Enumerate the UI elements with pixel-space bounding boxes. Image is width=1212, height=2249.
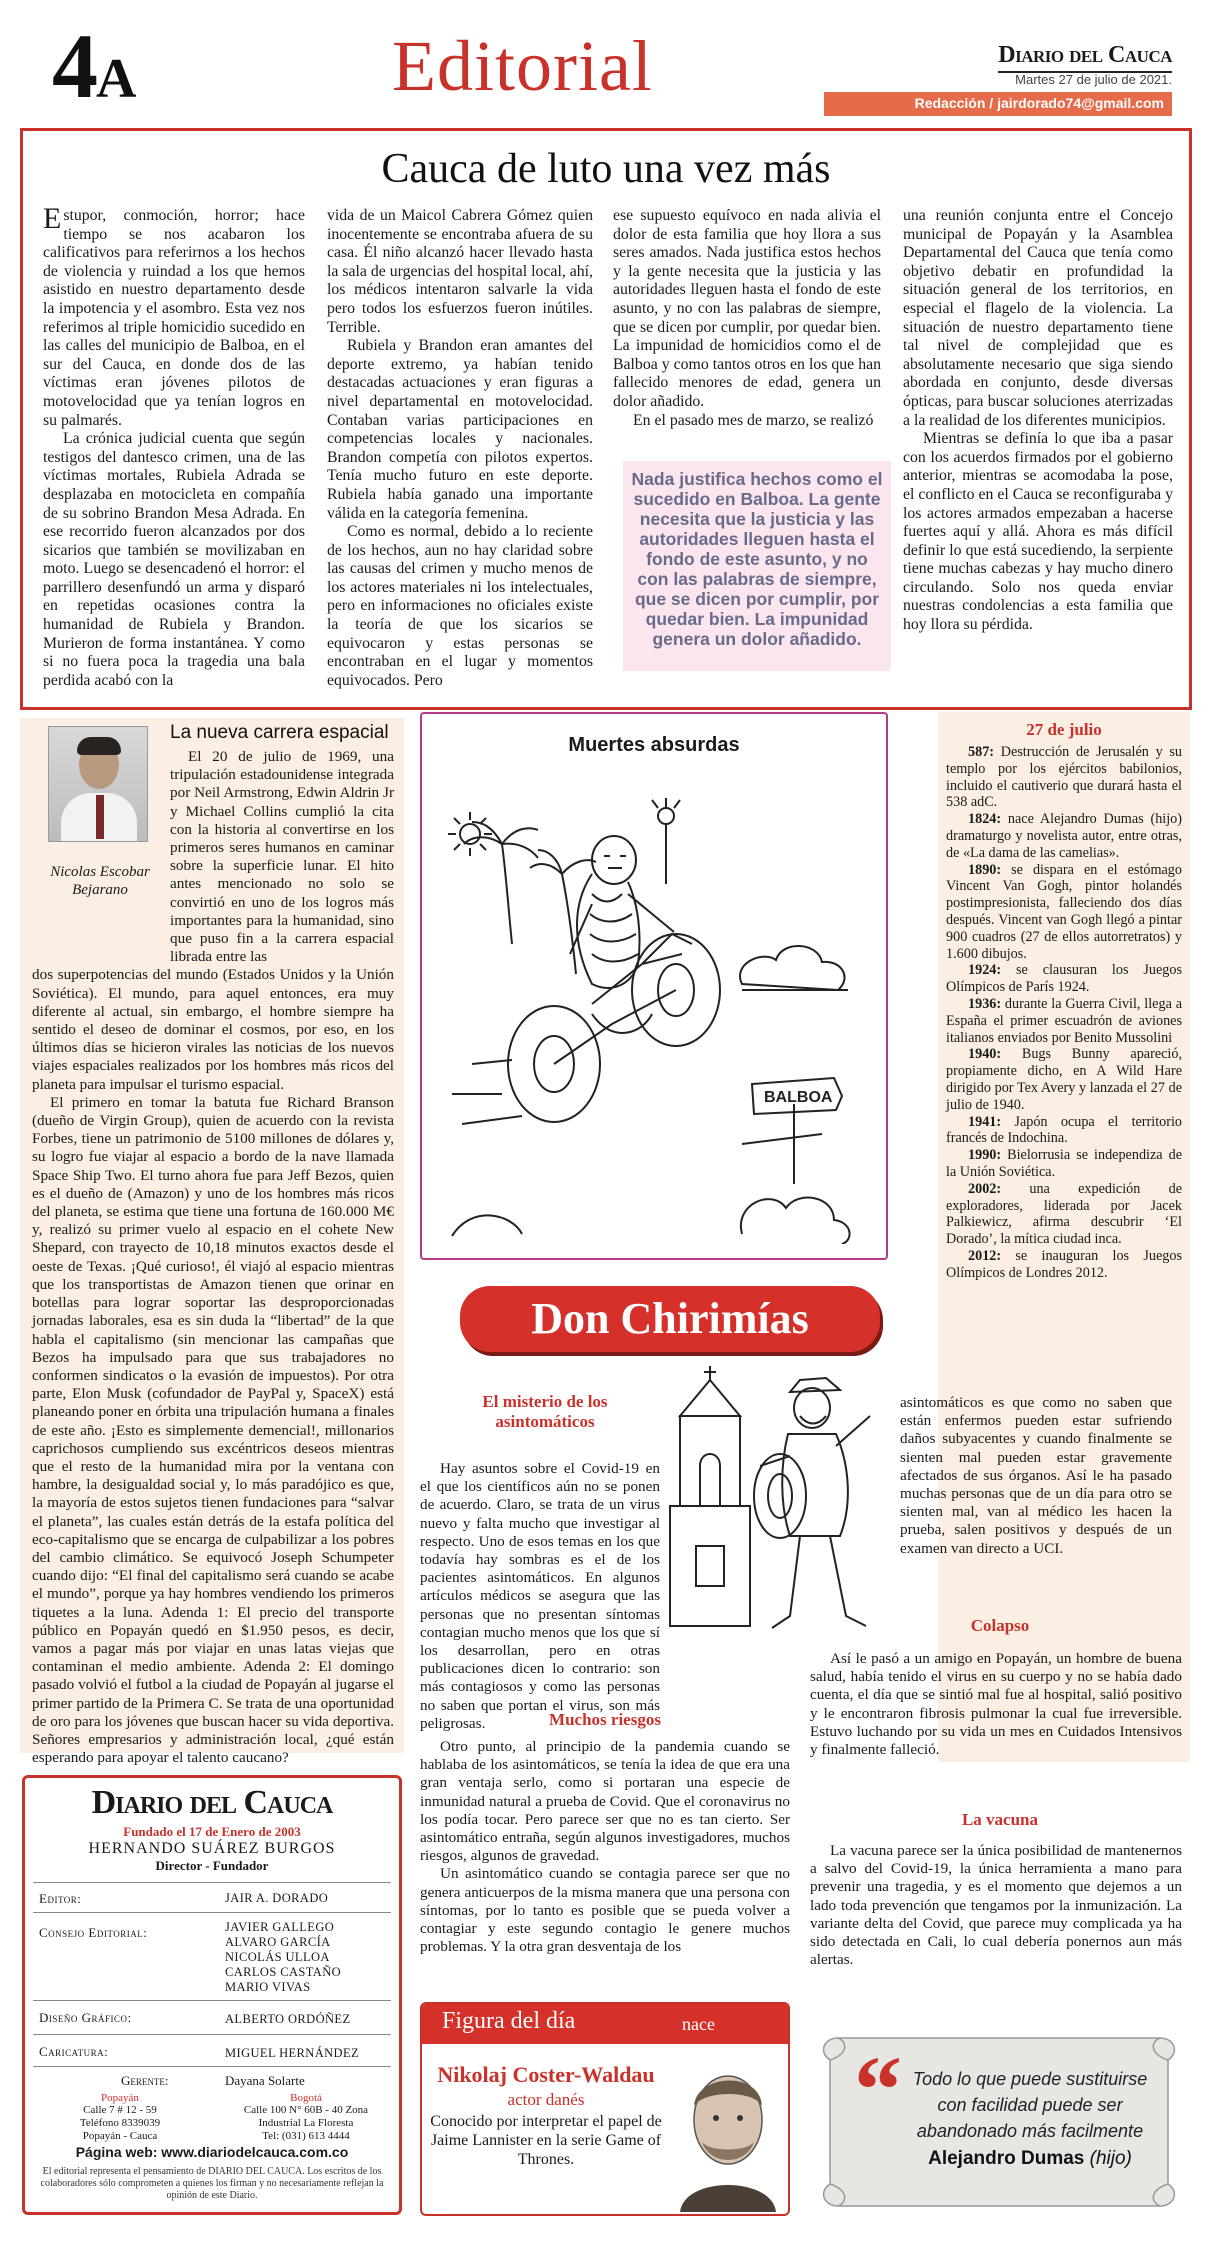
paragraph: Mientras se definía lo que iba a pasar con los acuerdos firmados por el gobierno anterior, mientras se acomodaba la pose, el conflicto en el Cauca se reconfiguraba y los actores armados empezaban a hacerse fuertes aquí y allá. Ahora es más difícil definir lo que está sucediendo, la serpiente tiene muchas cabezas y hay mucho dinero circulando. Solo nos queda enviar nuestras condolencias a esta familia que hoy llora su pérdida. (903, 430, 1173, 634)
list-item: 2002: una expedición de exploradores, liderada por Jacek Palkiewicz, afirma descubrir ‘El Dorado’, la mítica ciudad inca. (946, 1180, 1182, 1248)
figure-name: Nikolaj Coster-Waldau (437, 2062, 655, 2087)
section-heading: Colapso (970, 1616, 1030, 1635)
paragraph: vida de un Maicol Cabrera Gómez quien inocentemente se encontraba afuera de su casa. Él niño alcanzó hacer llevado hasta la sala de urgencias del hospital local, ahí, los médicos intentaron salvarle la vida pero todos los esfuerzos fueron inútiles. Terrible. (327, 207, 593, 336)
office-city: Popayán (101, 2092, 139, 2104)
office-city: Bogotá (290, 2092, 322, 2104)
quote-mark-icon: “ (854, 2036, 902, 2143)
cartoon-illustration (442, 764, 868, 1244)
list-item: 1940: Bugs Bunny apareció, propiamente dicho, en A Wild Hare dirigido por Tex Avery y lanzada el 27 de julio de 1940. (946, 1046, 1182, 1113)
masthead-logo: Diario del Cauca (998, 42, 1172, 73)
list-item: 587: Destrucción de Jerusalén y su templo por los ejércitos babilonios, incluido el cautiverio que durará hasta el 538 adC. (946, 744, 1182, 811)
chirimias-text (810, 1650, 1182, 1759)
issue-date: Martes 27 de julio de 2021. (1015, 72, 1172, 87)
paragraph: Otro punto, al principio de la pandemia cuando se hablaba de los asintomáticos, se tenía la idea de que era una gran ventaja serlo, como si portaran una especie de inmunidad natural a prueba de Covid. Que el coronavirus no los podía tocar. Pero parece ser que no es tan cierto. Ser asintomático entraña, según algunos investigadores, muchos riesgos, algunos de gravedad. (420, 1738, 790, 1865)
divider (33, 2000, 391, 2001)
office-phone: Teléfono 8339039 (79, 2117, 161, 2129)
section-title: Editorial (392, 26, 653, 106)
paragraph: El 20 de julio de 1969, una tripulación estadounidense integrada por Neil Armstrong, Edwin Aldrin Jr y Michael Collins cumplió la cita con la historia al convertirse en los primeros seres humanos en caminar sobre la superficie lunar. El hito antes mencionado no solo se convirtió en uno de los logros más importantes para la humanidad, sino que puso fin a la carrera espacial librada entre las (170, 748, 394, 966)
chirimias-text (810, 1842, 1182, 1969)
design-label: Diseño Gráfico: (39, 2010, 132, 2025)
council-label: Consejo Editorial: (39, 1925, 148, 1940)
list-item: 1936: durante la Guerra Civil, llega a España el primer escuadrón de aviones italianos enviados por Benito Mussolini (946, 995, 1182, 1046)
cartoon-sign-text: BALBOA (764, 1089, 833, 1106)
editorial-column-4 (903, 207, 1173, 635)
section-heading: Muchos riesgos (549, 1710, 661, 1729)
section-heading: La vacuna (961, 1810, 1039, 1829)
on-this-day-title: 27 de julio (1026, 720, 1102, 739)
figure-title: Figura del día (442, 2008, 576, 2034)
office-address: Calle 7 # 12 - 59 (83, 2104, 157, 2116)
founder-role: Director - Fundador (155, 1858, 269, 1873)
council-list (225, 1920, 341, 1995)
paragraph: Como es normal, debido a lo reciente de los hechos, aun no hay claridad sobre las causas del crimen y mucho menos de los actores materiales ni los intelectuales, pero en informaciones no oficiales existe la teoría de que los sicarios se equivocaron y estas personas se encontraban en el lugar y momentos equivocados. Pero (327, 523, 593, 689)
figure-status: nace (682, 2014, 715, 2034)
paragraph: La crónica judicial cuenta que según testigos del dantesco crimen, una de las víctimas mortales, Rubiela Adrada se desplazaba en motocicleta en compañía de su sobrino Brandon Mesa Adrada. En ese recorrido fueron alcanzados por dos sicarios que también se movilizaban en moto. Luego se desencadenó el horror: el parrillero desenfundó un arma y disparó en repetidas ocasiones contra la humanidad de Rubiela y Brandon. Murieron de forma instantánea. Y como si no fuera poca la tragedia una bala perdida acabó con la (43, 430, 305, 689)
paragraph: Así le pasó a un amigo en Popayán, un hombre de buena salud, había tenido el virus en su cuerpo y no se había dado cuenta, el día que se sintió mal fue al hospital, salió positivo y le encontraron fibrosis pulmonar la cual fue irreversible. Estuvo luchando por su vida un mes en Cuidados Intensivos y finalmente falleció. (810, 1650, 1182, 1759)
council-member: MARIO VIVAS (225, 1980, 311, 1994)
paragraph: dos superpotencias del mundo (Estados Unidos y la Unión Soviética). El mundo, para aquel entonces, era muy diferente al actual, sin embargo, el hombre siempre ha sentido el deseo de dominar el cosmos, por eso, en los últimos días se hicieron virales las noticias de los nuevos viajes espaciales realizados por los hombres más ricos del planeta para impulsar el turismo espacial. (32, 966, 394, 1093)
manager-name: Dayana Solarte (225, 2073, 305, 2088)
editorial-box (20, 128, 1192, 710)
cartoon-box (420, 712, 888, 1260)
figure-of-the-day (420, 2002, 790, 2216)
office-phone: Tel: (031) 613 4444 (262, 2130, 350, 2142)
page-number: 4A (52, 15, 135, 117)
founded-date: Fundado el 17 de Enero de 2003 (123, 1824, 301, 1839)
divider (33, 1882, 391, 1883)
list-item: 2012: se inauguran los Juegos Olímpicos de Londres 2012. (946, 1247, 1182, 1281)
cartoon-label: Caricatura: (39, 2044, 109, 2059)
quote-text: Todo lo que puede sustituirse con facilidad puede ser abandonado más facilmente (912, 2069, 1148, 2141)
council-member: NICOLÁS ULLOA (225, 1950, 330, 1964)
column-title: La nueva carrera espacial (170, 722, 389, 743)
paragraph: El primero en tomar la batuta fue Richard Branson (dueño de Virgin Group), quien de acuerdo con la revista Forbes, tiene un patrimonio de 5100 millones de dólares y, su logro fue viajar al espacio a bordo de la nave llamada Space Ship Two. El turno ahora fue para Jeff Bezos, quien es el dueño de (Amazon) y uno de los hombres más ricos del planeta, se estima que tiene una fortuna de 160.000 M€ y, realizó su primer vuelo al espacio en el cohete New Shepard, con trayecto de 10,18 minutos exactos desde el oeste de Texas. ¡Qué curioso!, él viajó al espacio mientras que los transportistas de Amazon tienen que orinar en botellas para lograr soportar las desproporcionadas jornadas laborales, esa es sin duda la “libertad” de la que habla el capitalismo (sin mencionar las campañas que Bezos ha impulsado para que sus trabajadores no conformen sindicatos o la evasión de impuestos). Por otra parte, Elon Musk (cofundador de PayPal y, SpaceX) está planeando poner en órbita una tripulación humana a finales de este año. ¡Esto es simplemente demencial!, millonarios caprichosos cumpliendo sus excéntricos deseos mientras que el resto de la humanidad mira por la ventana con hambre, la desigualdad social y, lo más paradójico es que, la mayoría de estos sujetos tienen fundaciones para “salvar el planeta”, las cuales están detrás de la estafa política del eco-capitalismo que se encarga de culpabilizar a los pobres del cambio climático. Se equivocó Joseph Schumpeter cuando dijo: “El final del capitalismo será cuando se acabe el mundo”, porque ya hay hombres vendiendo los primeros tiquetes a la luna. Adenda 1: El precio del transporte público en Popayán quedó en $1.950 pesos, es decir, vamos a pagar más por viajar en unas latas viejas que contaminan el medio ambiente. Adenda 2: El domingo pasado volvió el futbol a la ciudad de Popayán al jugarse el primer partido de la Primera C. Se trata de una oportunidad de oro para los jóvenes que buscan hacer su vida deportiva. Señores empresarios y administración local, ¿qué están esperando para apoyar el talento caucano? (32, 1093, 394, 1767)
figure-description: Conocido por interpretar el papel de Jaime Lannister en la serie Game of Thrones. (430, 2113, 662, 2168)
editor-name: JAIR A. DORADO (225, 1891, 329, 1905)
list-item: 1941: Japón ocupa el territorio francés de Indochina. (946, 1113, 1182, 1147)
list-item: 1924: se clausuran los Juegos Olímpicos de París 1924. (946, 962, 1182, 996)
drop-cap: E (43, 202, 62, 235)
paragraph: Un asintomático cuando se contagia parece ser que no genera anticuerpos de la misma manera que una persona con síntomas, por lo tanto es posible que se pueda volver a contagiar y este segundo contagio le genere muchos problemas. Y la otra gran desventaja de los (420, 1865, 790, 1956)
office-popayan (35, 2092, 205, 2143)
cartoonist-name: MIGUEL HERNÁNDEZ (225, 2046, 360, 2060)
chirimias-text (420, 1460, 660, 1733)
contact-bar[interactable]: Redacción / jairdorado74@gmail.com (824, 92, 1172, 116)
office-address-2: Industrial La Floresta (258, 2117, 354, 2129)
design-name: ALBERTO ORDÓÑEZ (225, 2012, 351, 2026)
paragraph: La vacuna parece ser la única posibilidad de mantenernos a salvo del Covid-19, la única herramienta a mano para prevenir una tragedia, y es el momento que dejemos a un lado toda prevención que tengamos por la inmunización. La variante delta del Covid, que parece muy complicada ya ha sido detectada en Cali, lo cual debería ponernos aun más alertas. (810, 1842, 1182, 1969)
masthead-box (22, 1775, 402, 2215)
divider (33, 1912, 391, 1913)
divider (33, 2066, 391, 2067)
editorial-column-1 (43, 202, 305, 690)
column-body (32, 748, 394, 1767)
manager-label: Gerente: (121, 2073, 169, 2088)
pull-quote: Nada justifica hechos como el sucedido en Balboa. La gente necesita que la justicia y las autoridades lleguen hasta el fondo de este asunto, y no con las palabras de siempre, que se dicen por cumplir, por quedar bien. La impunidad genera un dolor añadido. (623, 461, 891, 671)
chirimias-banner: Don Chirimías (460, 1286, 880, 1352)
paragraph: Hay asuntos sobre el Covid-19 en el que los científicos aún no se ponen de acuerdo. Claro, se trata de un virus nuevo y falta mucho que investigar al respecto. Uno de esos temas en los que todavía hay sombras es el de los pacientes asintomáticos. En algunos artículos médicos se asegura que las personas que no presentan síntomas contagian mucho menos que los que sí los desarrollan, pero en otras publicaciones dicen lo contrario: son más contagiosos y como las personas no saben que portan el virus, son más peligrosas. (420, 1460, 660, 1732)
columnist-name: Nicolas Escobar Bejarano (50, 864, 150, 898)
cartoon-title: Muertes absurdas (568, 734, 740, 756)
office-address: Calle 100 N° 60B - 40 Zona (243, 2104, 369, 2116)
list-item: 1990: Bielorrusia se independiza de la Unión Soviética. (946, 1147, 1182, 1180)
paragraph: ese supuesto equívoco en nada alivia el dolor de esta familia que hoy llora a sus seres amados. Nada justifica estos hechos y la gente necesita que la justicia y las autoridades lleguen hasta el fondo de este asunto, y no con las palabras de siempre, que se dicen por cumplir, por quedar bien. La impunidad de homicidios como el de Balboa y como tantos otros en los que han fallecido menores de edad, genera un dolor añadido. (613, 207, 881, 410)
office-city-line: Popayán - Cauca (82, 2130, 158, 2142)
editorial-column-3 (613, 207, 881, 430)
chirimias-text (900, 1394, 1172, 1558)
list-item: 1890: se dispara en el estómago Vincent Van Gogh, pintor holandés postimpresionista, falleciendo dos días después. Vincent van Gogh llegó a pintar 900 cuadros (27 de ellos autorretratos) y 1.600 dibujos. (946, 861, 1182, 962)
council-member: CARLOS CASTAÑO (225, 1965, 342, 1979)
founder-name: HERNANDO SUÁREZ BURGOS (88, 1840, 336, 1857)
list-item: 1824: nace Alejandro Dumas (hijo) dramaturgo y novelista autor, entre otras, de «La dama de las camelias». (946, 811, 1182, 861)
website-link[interactable]: Página web: www.diariodelcauca.com.co (75, 2144, 349, 2160)
disclaimer: El editorial representa el pensamiento de DIARIO DEL CAUCA. Los escritos de los colaboradores sólo comprometen a quienes los firman y no necesariamente reflejan la opinión de este Diario. (40, 2166, 384, 2201)
figure-portrait (670, 2056, 786, 2212)
editorial-headline: Cauca de luto una vez más (381, 146, 831, 192)
editorial-column-2 (327, 207, 593, 690)
divider (33, 2034, 391, 2035)
quote-scroll (808, 2018, 1190, 2218)
council-member: JAVIER GALLEGO (225, 1920, 335, 1934)
figure-role: actor danés (507, 2090, 585, 2109)
paragraph: Rubiela y Brandon eran amantes del deporte extremo, ya habían tenido destacadas actuaciones y eran figuras a nivel departamental en motovelocidad. Contaban varias participaciones en competencias locales y nacionales. Brandon competía con pilotos expertos. Tenía mucho futuro en este deporte. Rubiela había ganado una importante válida en la categoría femenina. (327, 337, 593, 522)
paragraph: asintomáticos es que como no saben que están enfermos pueden estar sufriendo daños subyacentes y cuando finalmente se sienten mal pueden estar gravemente afectados de sus órganos. Así le ha pasado muchas personas que de un día para otro se sienten mal, van al médico les hacen la prueba, salen positivos y después de un examen van directo a UCI. (900, 1394, 1172, 1557)
on-this-day (938, 712, 1190, 1762)
quote-author: Alejandro Dumas (hijo) (928, 2148, 1132, 2169)
opinion-column (20, 718, 404, 1767)
paragraph: En el pasado mes de marzo, se realizó (633, 411, 874, 429)
paragraph: una reunión conjunta entre el Concejo municipal de Popayán y la Asamblea Departamental del Cauca que tenía como objetivo debatir en profundidad la situación general de los territorios, en especial el flagelo de la violencia. La situación de nuestro departamento tiene tal nivel de complejidad que es absolutamente necesario que siga siendo abordada en conjunto, desde diversas ópticas, para buscar soluciones aterrizadas a la realidad de los diferentes municipios. (903, 207, 1173, 429)
on-this-day-list (946, 744, 1182, 1282)
masthead-box-logo: Diario del Cauca (91, 1784, 333, 1821)
paragraph: stupor, conmoción, horror; hace tiempo se nos acabaron los calificativos para referirnos a los hechos de violencia y ruindad a los que hemos asistido en nuestro departamento desde la impotencia y el asombro. Esta vez nos referimos al triple homicidio sucedido en las calles del municipio de Balboa, en el sur del Cauca, en donde dos de las víctimas eran jóvenes pilotos de motovelocidad que ya tenían logros en su palmarés. (43, 207, 305, 429)
council-member: ALVARO GARCÍA (225, 1935, 331, 1949)
page-suffix: A (96, 48, 135, 110)
editor-label: Editor: (39, 1891, 82, 1906)
chirimias-text (420, 1738, 790, 1956)
section-heading: El misterio de los asintomáticos (482, 1392, 608, 1431)
office-bogota (221, 2092, 391, 2143)
